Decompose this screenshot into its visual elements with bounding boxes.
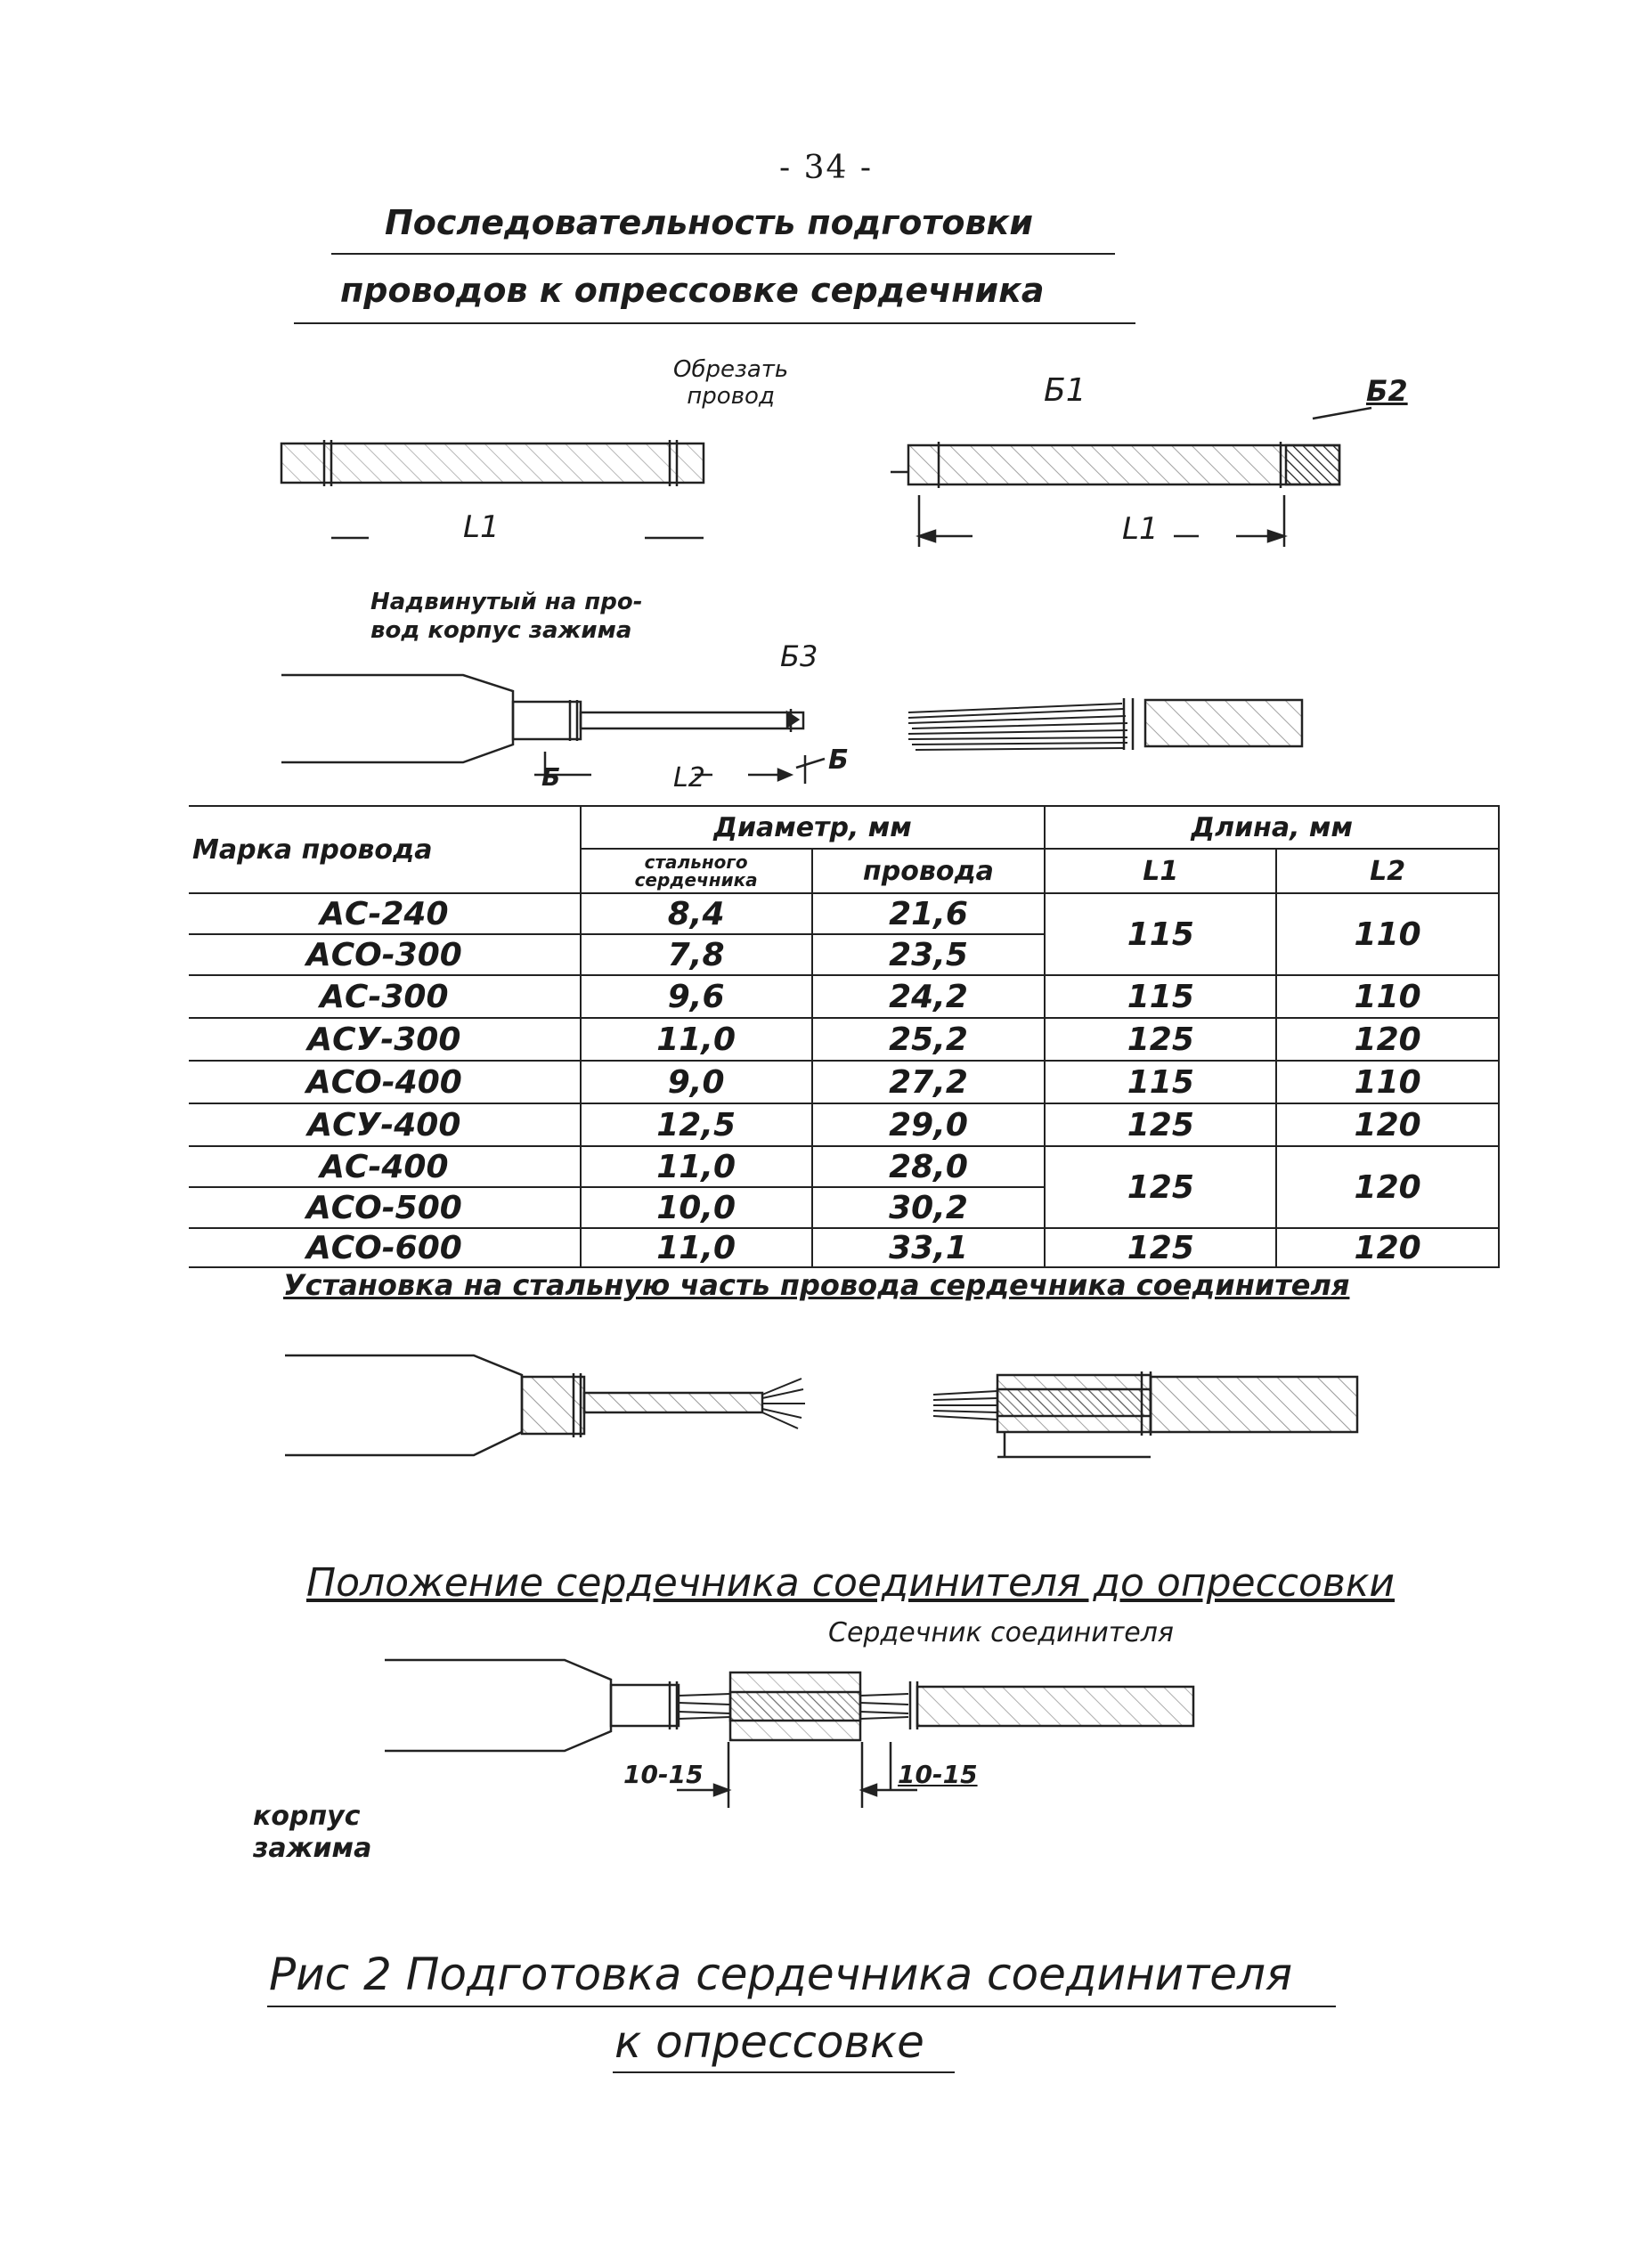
b-left-label: Б bbox=[541, 762, 561, 792]
l1-left-label: L1 bbox=[463, 509, 500, 545]
l2-cell: 120 bbox=[1276, 1146, 1499, 1228]
brand-cell: АСО-300 bbox=[189, 934, 581, 975]
wire-cell: 30,2 bbox=[812, 1187, 1046, 1228]
b3-label: Б3 bbox=[780, 639, 818, 673]
dim-left-label: 10-15 bbox=[623, 1760, 704, 1789]
l2-label: L2 bbox=[673, 762, 705, 793]
l1-right-label: L1 bbox=[1122, 511, 1159, 547]
l2-cell: 110 bbox=[1276, 893, 1499, 975]
core-position-drawing bbox=[385, 1660, 1193, 1808]
l1-cell: 115 bbox=[1045, 893, 1276, 975]
figure-caption-line-2: к опрессовке bbox=[614, 2016, 924, 2068]
brand-cell: АСО-500 bbox=[189, 1187, 581, 1228]
l1-cell: 125 bbox=[1045, 1228, 1276, 1267]
col-l1-header: L1 bbox=[1045, 849, 1276, 893]
steel-cell: 7,8 bbox=[581, 934, 812, 975]
steel-cell: 8,4 bbox=[581, 893, 812, 934]
l2-cell: 110 bbox=[1276, 975, 1499, 1018]
cut-wire-label: Обрезать провод bbox=[673, 356, 789, 410]
brand-cell: АСУ-300 bbox=[189, 1018, 581, 1061]
steel-cell: 10,0 bbox=[581, 1187, 812, 1228]
wire-cell: 27,2 bbox=[812, 1061, 1046, 1103]
col-brand-header: Марка провода bbox=[189, 806, 581, 893]
l1-cell: 115 bbox=[1045, 1061, 1276, 1103]
title-line-1: Последовательность подготовки bbox=[385, 203, 1033, 242]
col-wire-header: провода bbox=[812, 849, 1046, 893]
b-right-label: Б bbox=[828, 745, 849, 776]
col-l2-header: L2 bbox=[1276, 849, 1499, 893]
l2-cell: 110 bbox=[1276, 1061, 1499, 1103]
b1-label: Б1 bbox=[1044, 372, 1086, 409]
b2-label: Б2 bbox=[1366, 374, 1408, 408]
install-title: Установка на стальную часть провода сердечника соединителя bbox=[283, 1268, 1350, 1302]
steel-cell: 9,6 bbox=[581, 975, 812, 1018]
wire-cell: 24,2 bbox=[812, 975, 1046, 1018]
position-title: Положение сердечника соединителя до опрессовки bbox=[306, 1560, 1396, 1606]
clamp-label: Надвинутый на про- вод корпус зажима bbox=[370, 589, 643, 644]
table-row bbox=[189, 975, 1499, 1018]
col-length-header: Длина, мм bbox=[1045, 806, 1499, 849]
l2-cell: 120 bbox=[1276, 1103, 1499, 1146]
page-number: - 34 - bbox=[778, 150, 874, 186]
wire-cell: 23,5 bbox=[812, 934, 1046, 975]
figure-caption-line-1: Рис 2 Подготовка сердечника соединителя bbox=[269, 1949, 1293, 2000]
brand-cell: АС-400 bbox=[189, 1146, 581, 1187]
wire-cell: 29,0 bbox=[812, 1103, 1046, 1146]
clamp-body-label: корпус зажима bbox=[253, 1801, 372, 1864]
l1-cell: 125 bbox=[1045, 1103, 1276, 1146]
col-diameter-header: Диаметр, мм bbox=[581, 806, 1046, 849]
steel-cell: 12,5 bbox=[581, 1103, 812, 1146]
l1-cell: 125 bbox=[1045, 1018, 1276, 1061]
unwound-strands-drawing bbox=[908, 698, 1302, 750]
table-row bbox=[189, 1018, 1499, 1061]
caption-underline-1 bbox=[267, 2006, 1336, 2007]
brand-cell: АСО-600 bbox=[189, 1228, 581, 1267]
table-row bbox=[189, 1146, 1499, 1187]
install-left-drawing bbox=[285, 1355, 805, 1455]
wire-spec-table bbox=[189, 805, 1500, 1268]
brand-cell: АС-300 bbox=[189, 975, 581, 1018]
steel-cell: 11,0 bbox=[581, 1228, 812, 1267]
table-row bbox=[189, 893, 1499, 934]
caption-underline-2 bbox=[613, 2071, 955, 2073]
brand-cell: АСУ-400 bbox=[189, 1103, 581, 1146]
table-row bbox=[189, 1103, 1499, 1146]
dim-right-label: 10-15 bbox=[898, 1760, 978, 1789]
l2-cell: 120 bbox=[1276, 1018, 1499, 1061]
brand-cell: АС-240 bbox=[189, 893, 581, 934]
install-right-drawing bbox=[933, 1371, 1357, 1457]
l2-cell: 120 bbox=[1276, 1228, 1499, 1267]
table-row bbox=[189, 1228, 1499, 1267]
core-label: Сердечник соединителя bbox=[828, 1617, 1174, 1648]
title-line-2: проводов к опрессовке сердечника bbox=[340, 271, 1045, 310]
brand-cell: АСО-400 bbox=[189, 1061, 581, 1103]
l1-cell: 125 bbox=[1045, 1146, 1276, 1228]
steel-cell: 9,0 bbox=[581, 1061, 812, 1103]
steel-cell: 11,0 bbox=[581, 1146, 812, 1187]
steel-cell: 11,0 bbox=[581, 1018, 812, 1061]
wire-cell: 25,2 bbox=[812, 1018, 1046, 1061]
col-steel-header: стального сердечника bbox=[581, 849, 812, 893]
l1-cell: 115 bbox=[1045, 975, 1276, 1018]
wire-cell: 28,0 bbox=[812, 1146, 1046, 1187]
table-row bbox=[189, 1061, 1499, 1103]
wire-cell: 33,1 bbox=[812, 1228, 1046, 1267]
wire-cell: 21,6 bbox=[812, 893, 1046, 934]
